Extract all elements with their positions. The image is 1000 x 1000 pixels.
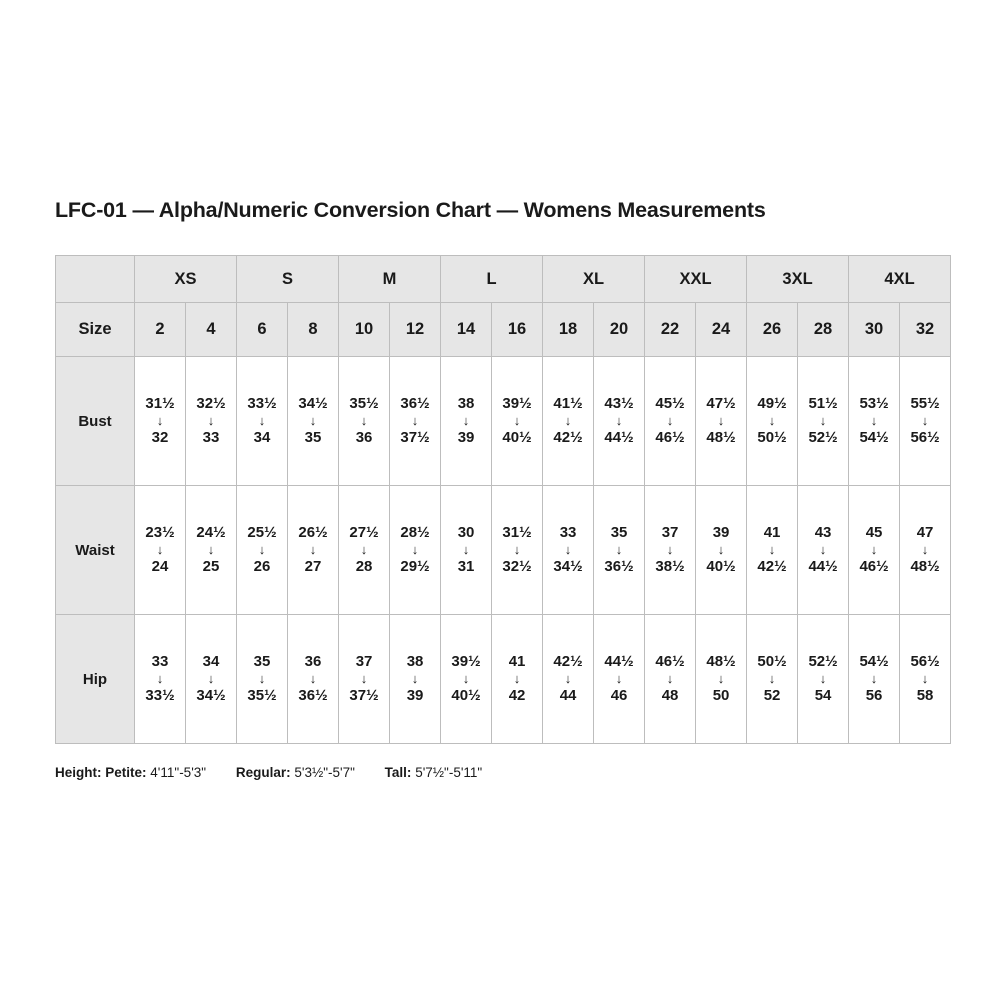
measurement-min: 45 [865,523,883,541]
measurement-min: 43 [814,523,832,541]
arrow-down-icon: ↓ [207,412,215,428]
measurement-max: 46½ [655,429,685,447]
arrow-down-icon: ↓ [921,412,929,428]
numeric-size-cell: 10 [339,303,390,357]
measurement-max: 42½ [757,558,787,576]
measurement-cell [594,615,645,744]
measurement-min: 41 [508,652,526,670]
measurement-cell [849,615,900,744]
measurement-min: 35½ [349,394,379,412]
arrow-down-icon: ↓ [666,541,674,557]
measurement-max: 24 [151,558,169,576]
measurement-cell [339,615,390,744]
measurement-max: 36½ [298,687,328,705]
arrow-down-icon: ↓ [819,541,827,557]
numeric-size-cell: 16 [492,303,543,357]
measurement-max: 42 [508,687,526,705]
measurement-max: 28 [355,558,373,576]
numeric-size-cell: 14 [441,303,492,357]
measurement-min: 30 [457,523,475,541]
arrow-down-icon: ↓ [717,541,725,557]
tall-label: Tall: [384,765,412,780]
arrow-down-icon: ↓ [411,541,419,557]
measurement-min: 26½ [298,523,328,541]
measurement-max: 44½ [604,429,634,447]
measurement-max: 34½ [196,687,226,705]
petite-label: Petite: [105,765,147,780]
arrow-down-icon: ↓ [513,541,521,557]
numeric-size-cell: 12 [390,303,441,357]
measurement-cell [747,486,798,615]
measurement-cell [543,615,594,744]
arrow-down-icon: ↓ [411,412,419,428]
measurement-max: 48 [661,687,679,705]
numeric-size-cell: 26 [747,303,798,357]
measurement-cell [135,486,186,615]
arrow-down-icon: ↓ [870,670,878,686]
measurement-min: 41 [763,523,781,541]
measurement-min: 31½ [502,523,532,541]
alpha-size-cell: S [237,256,339,303]
arrow-down-icon: ↓ [462,541,470,557]
measurement-min: 25½ [247,523,277,541]
measurement-cell [798,615,849,744]
measurement-max: 29½ [400,558,430,576]
arrow-down-icon: ↓ [717,670,725,686]
measurement-min: 39½ [451,652,481,670]
measurement-cell [441,486,492,615]
measurement-max: 40½ [451,687,481,705]
corner-cell [56,256,135,303]
measurement-max: 32 [151,429,169,447]
page-title: LFC-01 — Alpha/Numeric Conversion Chart — Womens Measurements [55,198,766,222]
measurement-cell [798,357,849,486]
measurement-min: 33 [151,652,169,670]
measurement-min: 41½ [553,394,583,412]
arrow-down-icon: ↓ [258,670,266,686]
table-row [56,486,951,615]
measurement-row-label: Hip [56,615,135,744]
measurement-cell [645,615,696,744]
regular-label: Regular: [235,765,291,780]
measurement-max: 40½ [706,558,736,576]
measurement-min: 46½ [655,652,685,670]
numeric-size-header-row [56,303,951,357]
measurement-cell [900,615,951,744]
measurement-cell [747,357,798,486]
measurement-cell [186,486,237,615]
arrow-down-icon: ↓ [258,541,266,557]
measurement-cell [594,486,645,615]
arrow-down-icon: ↓ [921,670,929,686]
measurement-max: 36 [355,429,373,447]
measurement-max: 39 [457,429,475,447]
measurement-min: 39½ [502,394,532,412]
measurement-max: 50 [712,687,730,705]
measurement-cell [390,357,441,486]
numeric-size-cell: 24 [696,303,747,357]
measurement-max: 52 [763,687,781,705]
size-conversion-table [55,255,951,744]
measurement-min: 35 [610,523,628,541]
arrow-down-icon: ↓ [207,541,215,557]
measurement-max: 35½ [247,687,277,705]
arrow-down-icon: ↓ [564,541,572,557]
measurement-min: 47½ [706,394,736,412]
numeric-size-cell: 20 [594,303,645,357]
measurement-min: 23½ [145,523,175,541]
arrow-down-icon: ↓ [615,670,623,686]
arrow-down-icon: ↓ [309,412,317,428]
measurement-max: 34½ [553,558,583,576]
measurement-min: 28½ [400,523,430,541]
arrow-down-icon: ↓ [513,412,521,428]
measurement-cell [288,357,339,486]
alpha-size-cell: XXL [645,256,747,303]
measurement-min: 47 [916,523,934,541]
measurement-cell [339,486,390,615]
arrow-down-icon: ↓ [411,670,419,686]
measurement-max: 54½ [859,429,889,447]
measurement-cell [798,486,849,615]
tall-value: 5'7½"-5'11" [415,765,483,780]
arrow-down-icon: ↓ [156,412,164,428]
measurement-max: 58 [916,687,934,705]
measurement-max: 44½ [808,558,838,576]
arrow-down-icon: ↓ [564,412,572,428]
arrow-down-icon: ↓ [309,670,317,686]
numeric-size-cell: 6 [237,303,288,357]
arrow-down-icon: ↓ [666,670,674,686]
measurement-min: 37 [661,523,679,541]
measurement-min: 50½ [757,652,787,670]
measurement-min: 38 [457,394,475,412]
measurement-min: 36½ [400,394,430,412]
arrow-down-icon: ↓ [156,670,164,686]
measurement-cell [237,486,288,615]
arrow-down-icon: ↓ [870,412,878,428]
measurement-cell [492,357,543,486]
measurement-cell [441,357,492,486]
measurement-cell [135,615,186,744]
alpha-size-cell: XL [543,256,645,303]
measurement-max: 56 [865,687,883,705]
measurement-max: 50½ [757,429,787,447]
measurement-max: 46½ [859,558,889,576]
measurement-max: 38½ [655,558,685,576]
measurement-cell [900,486,951,615]
arrow-down-icon: ↓ [615,541,623,557]
arrow-down-icon: ↓ [462,412,470,428]
arrow-down-icon: ↓ [768,670,776,686]
measurement-min: 51½ [808,394,838,412]
alpha-size-cell: XS [135,256,237,303]
alpha-size-cell: M [339,256,441,303]
measurement-min: 37 [355,652,373,670]
arrow-down-icon: ↓ [258,412,266,428]
measurement-max: 33½ [145,687,175,705]
arrow-down-icon: ↓ [768,412,776,428]
measurement-cell [543,486,594,615]
measurement-cell [696,615,747,744]
measurement-max: 26 [253,558,271,576]
measurement-cell [390,615,441,744]
measurement-min: 54½ [859,652,889,670]
measurement-max: 33 [202,429,220,447]
measurement-max: 39 [406,687,424,705]
measurement-cell [696,357,747,486]
alpha-size-cell: L [441,256,543,303]
measurement-min: 48½ [706,652,736,670]
measurement-min: 44½ [604,652,634,670]
measurement-max: 48½ [910,558,940,576]
numeric-size-cell: 28 [798,303,849,357]
measurement-min: 53½ [859,394,889,412]
arrow-down-icon: ↓ [615,412,623,428]
measurement-cell [288,615,339,744]
measurement-max: 44 [559,687,577,705]
measurement-max: 52½ [808,429,838,447]
measurement-cell [390,486,441,615]
numeric-size-cell: 4 [186,303,237,357]
arrow-down-icon: ↓ [156,541,164,557]
arrow-down-icon: ↓ [819,670,827,686]
arrow-down-icon: ↓ [666,412,674,428]
numeric-size-cell: 18 [543,303,594,357]
measurement-min: 36 [304,652,322,670]
numeric-size-cell: 2 [135,303,186,357]
height-footnote [55,765,508,780]
alpha-size-header-row [56,256,951,303]
measurement-min: 34½ [298,394,328,412]
arrow-down-icon: ↓ [870,541,878,557]
table-row [56,615,951,744]
measurement-cell [543,357,594,486]
measurement-max: 37½ [400,429,430,447]
measurement-min: 33 [559,523,577,541]
measurement-max: 31 [457,558,475,576]
measurement-min: 31½ [145,394,175,412]
measurement-max: 27 [304,558,322,576]
arrow-down-icon: ↓ [360,670,368,686]
numeric-size-cell: 30 [849,303,900,357]
measurement-cell [186,357,237,486]
measurement-max: 32½ [502,558,532,576]
measurement-min: 24½ [196,523,226,541]
measurement-cell [492,486,543,615]
arrow-down-icon: ↓ [564,670,572,686]
measurement-max: 48½ [706,429,736,447]
arrow-down-icon: ↓ [309,541,317,557]
petite-value: 4'11"-5'3" [150,765,207,780]
measurement-max: 54 [814,687,832,705]
arrow-down-icon: ↓ [360,541,368,557]
measurement-cell [339,357,390,486]
measurement-cell [237,357,288,486]
measurement-cell [237,615,288,744]
arrow-down-icon: ↓ [360,412,368,428]
measurement-min: 32½ [196,394,226,412]
arrow-down-icon: ↓ [207,670,215,686]
measurement-cell [900,357,951,486]
numeric-size-cell: 22 [645,303,696,357]
measurement-min: 52½ [808,652,838,670]
measurement-row-label: Bust [56,357,135,486]
arrow-down-icon: ↓ [513,670,521,686]
measurement-cell [849,486,900,615]
height-label: Height: [55,765,102,780]
measurement-min: 42½ [553,652,583,670]
measurement-min: 33½ [247,394,277,412]
measurement-row-label: Waist [56,486,135,615]
arrow-down-icon: ↓ [921,541,929,557]
measurement-max: 56½ [910,429,940,447]
measurement-cell [747,615,798,744]
measurement-max: 37½ [349,687,379,705]
arrow-down-icon: ↓ [717,412,725,428]
measurement-cell [492,615,543,744]
table-row [56,357,951,486]
measurement-min: 55½ [910,394,940,412]
measurement-cell [288,486,339,615]
measurement-min: 35 [253,652,271,670]
measurement-min: 38 [406,652,424,670]
regular-value: 5'3½"-5'7" [294,765,355,780]
measurement-max: 35 [304,429,322,447]
measurement-min: 27½ [349,523,379,541]
measurement-max: 40½ [502,429,532,447]
measurement-max: 42½ [553,429,583,447]
alpha-size-cell: 4XL [849,256,951,303]
measurement-cell [645,486,696,615]
measurement-max: 46 [610,687,628,705]
measurement-min: 39 [712,523,730,541]
measurement-cell [849,357,900,486]
arrow-down-icon: ↓ [819,412,827,428]
numeric-size-cell: 32 [900,303,951,357]
measurement-cell [186,615,237,744]
measurement-max: 25 [202,558,220,576]
measurement-min: 34 [202,652,220,670]
size-row-label: Size [56,303,135,357]
measurement-cell [441,615,492,744]
measurement-max: 36½ [604,558,634,576]
measurement-cell [645,357,696,486]
arrow-down-icon: ↓ [768,541,776,557]
measurement-min: 56½ [910,652,940,670]
measurement-min: 43½ [604,394,634,412]
alpha-size-cell: 3XL [747,256,849,303]
measurement-max: 34 [253,429,271,447]
measurement-min: 45½ [655,394,685,412]
measurement-min: 49½ [757,394,787,412]
numeric-size-cell: 8 [288,303,339,357]
measurement-cell [135,357,186,486]
measurement-cell [696,486,747,615]
arrow-down-icon: ↓ [462,670,470,686]
measurement-cell [594,357,645,486]
